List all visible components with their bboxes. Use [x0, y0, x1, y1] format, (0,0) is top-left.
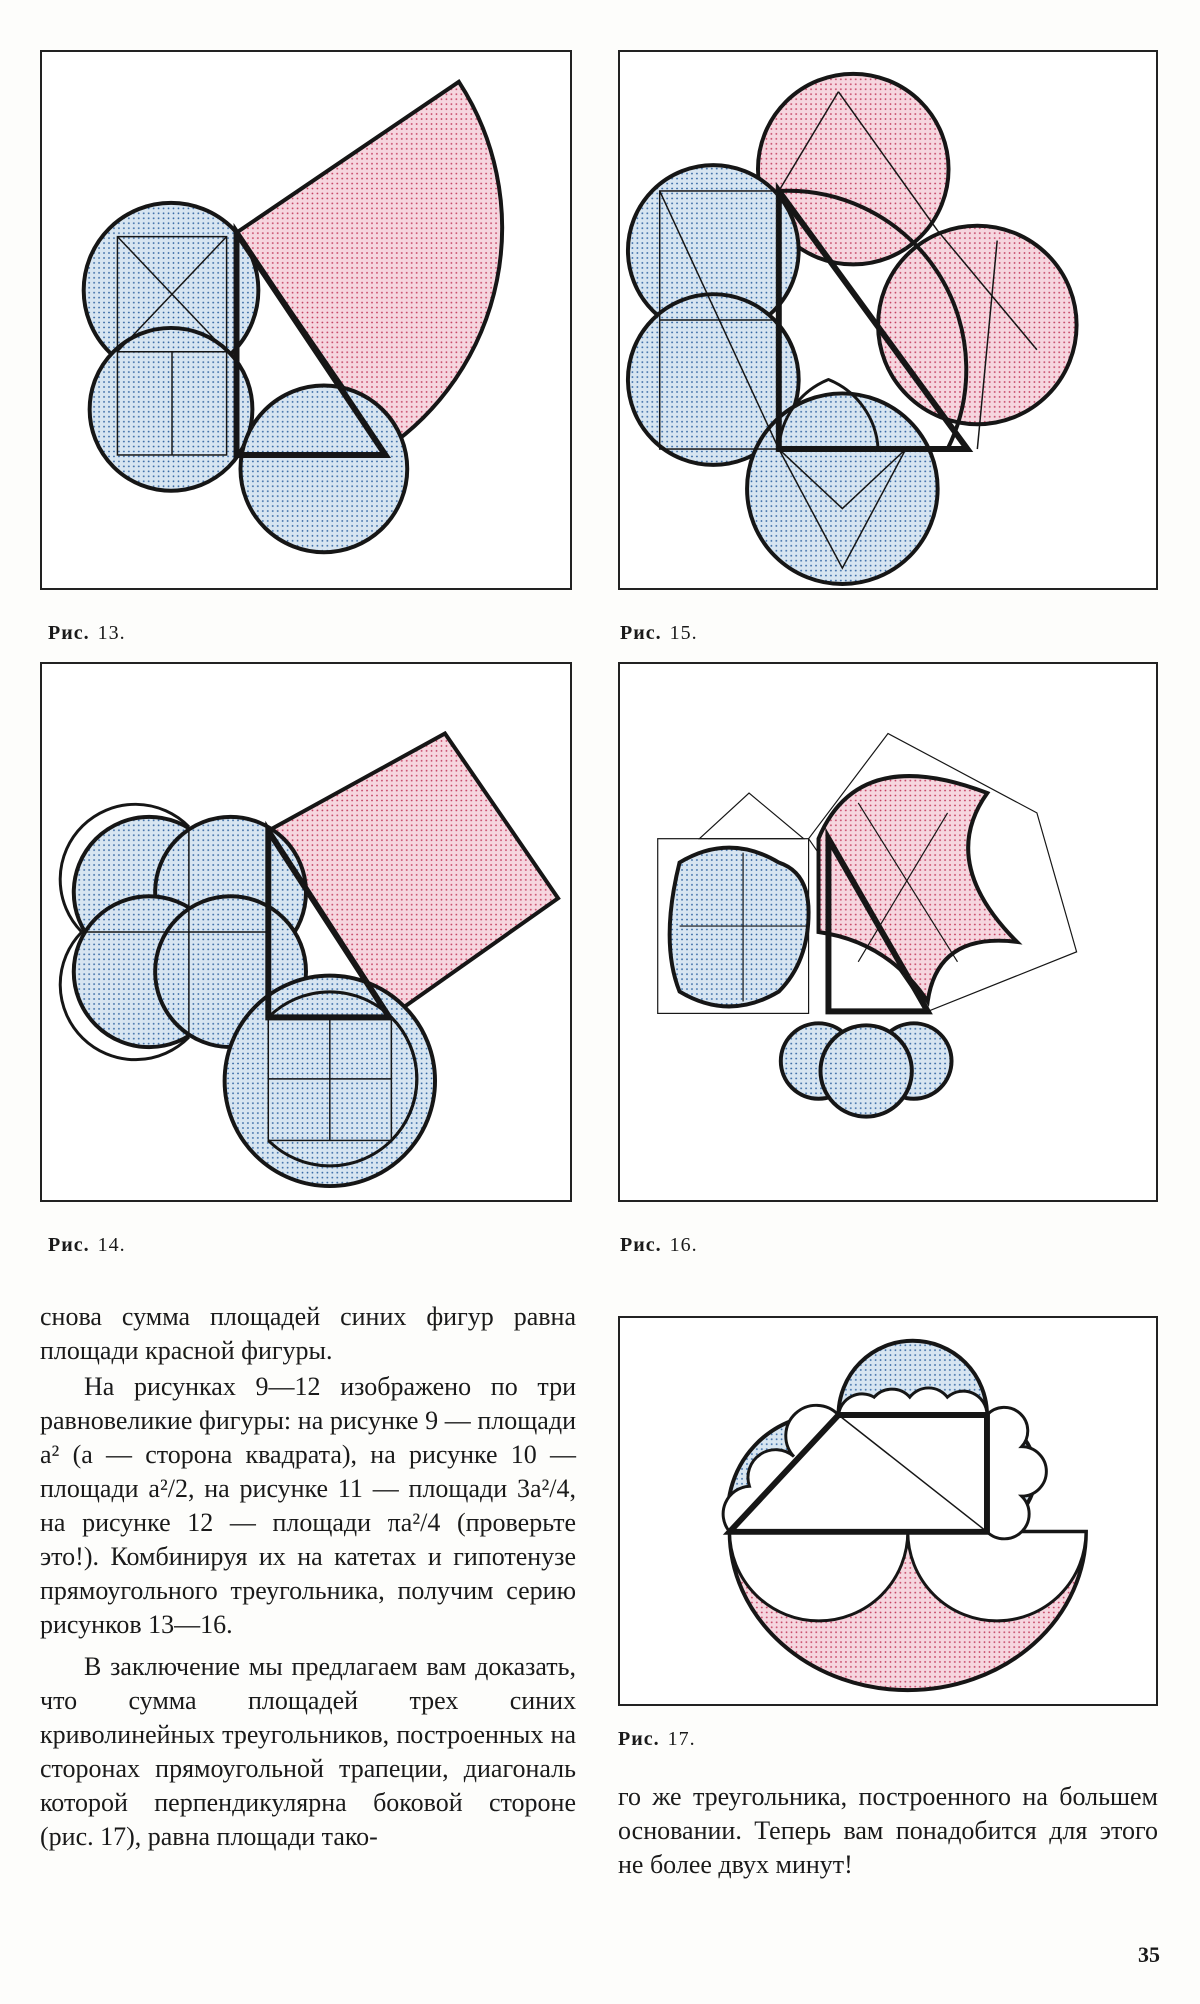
red-circle-right [878, 226, 1077, 425]
figure-14-drawing [42, 664, 570, 1200]
caption-13: Рис. 13. [48, 622, 126, 644]
blue-curvy-square [670, 848, 809, 1007]
paragraph-2: На рисунках 9—12 изображено по три равновеликие фигуры: на рисунке 9 — площади a² (a — сторона квадрата), на рисунке 10 — площади a²/2, на рисунке 11 — площади 3a²/4, на рисунке 12 — площади πa²/4 (проверьте это!). Комбинируя их на катетах и гипотенузе прямоугольного треугольника, получим серию рисунков 13—16. [40, 1372, 576, 1639]
blue-circle-bottom [747, 393, 938, 584]
red-square [268, 734, 558, 1018]
caption-14: Рис. 14. [48, 1234, 126, 1256]
caption-15: Рис. 15. [620, 622, 698, 644]
figure-15 [618, 50, 1158, 590]
figure-15-drawing [620, 52, 1156, 588]
figure-16-drawing [620, 664, 1156, 1200]
left-text-column [40, 1300, 576, 1854]
caption-16: Рис. 16. [620, 1234, 698, 1256]
figure-14 [40, 662, 572, 1202]
paragraph-1: снова сумма площадей синих фигур равна площади красной фигуры. [40, 1302, 576, 1365]
base-circle [240, 386, 407, 553]
figure-16 [618, 662, 1158, 1202]
figure-17 [618, 1316, 1158, 1706]
red-quarter-disc [237, 82, 503, 449]
diagonal-17 [839, 1415, 987, 1532]
figure-13 [40, 50, 572, 590]
caption-17: Рис. 17. [618, 1728, 696, 1750]
right-text-column [618, 1780, 1158, 1882]
figure-13-drawing [42, 52, 570, 588]
red-curvy-square [819, 776, 1018, 1001]
page-number: 35 [1138, 1942, 1160, 1967]
figure-17-drawing [620, 1318, 1156, 1704]
paragraph-continuation: го же треугольника, построенного на большем основании. Теперь вам понадобится для этого не более двух минут! [618, 1782, 1158, 1879]
blue-small-circle-mid [821, 1025, 912, 1116]
paragraph-3: В заключение мы предлагаем вам доказать, что сумма площадей трех синих криволинейных треугольников, построенных на сторонах прямоугольной трапеции, диагональ которой перпендикулярна боковой стороне (рис. 17), равна площади тако- [40, 1652, 576, 1851]
